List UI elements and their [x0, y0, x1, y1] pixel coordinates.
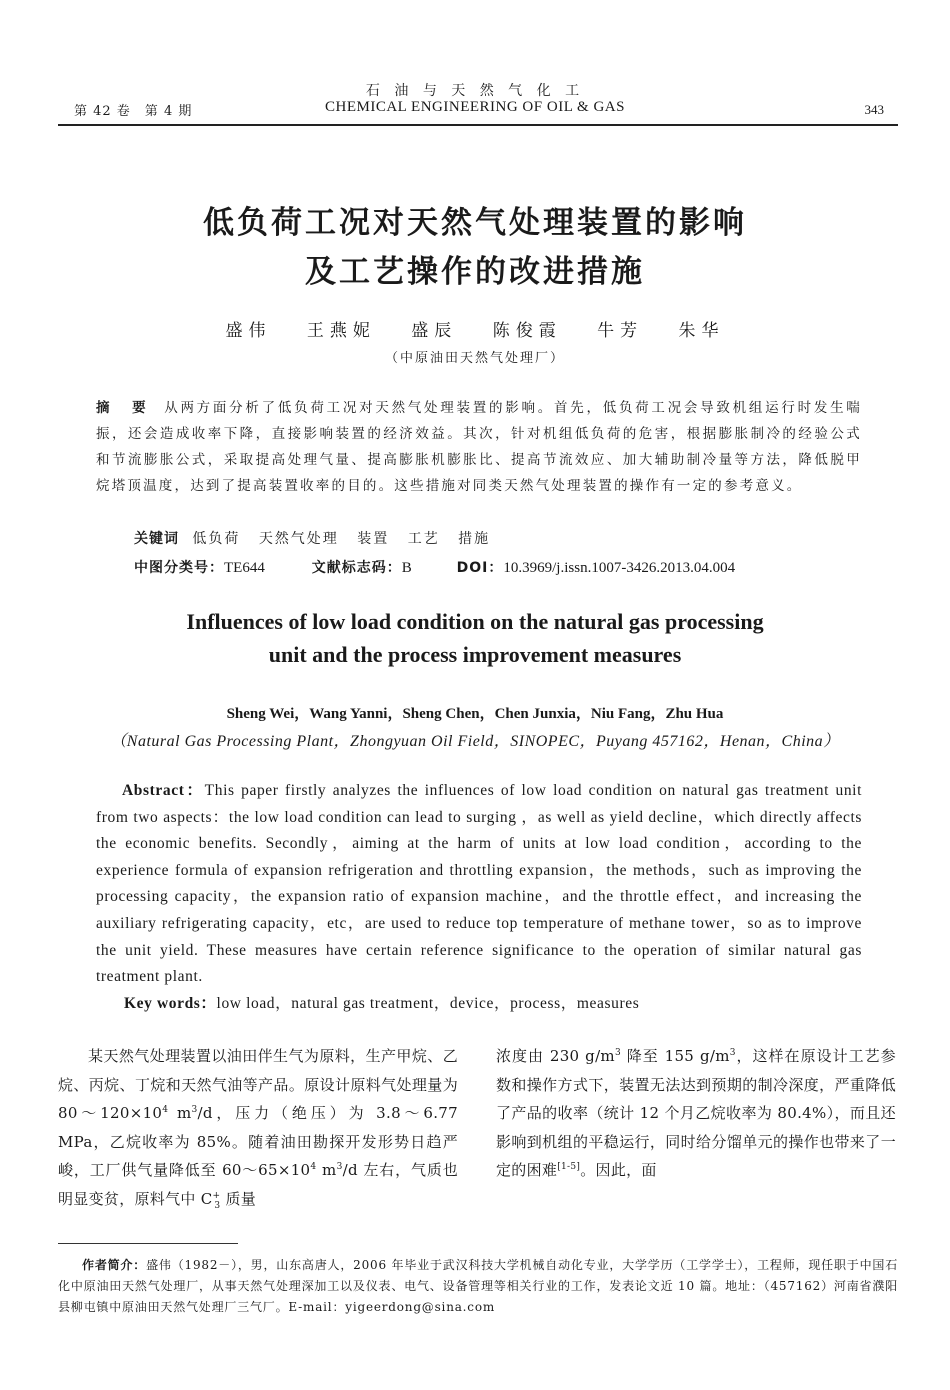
journal-name-cn: 石 油 与 天 然 气 化 工 [365, 83, 585, 99]
body-text: /d，压力（绝压）为 3.8～6.77 MPa，乙烷收率为 85%。随着油田勘探开发形势日趋严峻，工厂供气量降低至 60～65×10 [58, 1104, 458, 1179]
body-text: /d 左右，气质也明显变贫，原料气中 C [58, 1161, 458, 1208]
footnote-label: 作者简介： [82, 1258, 147, 1272]
body-column-left [58, 1042, 458, 1213]
superscript: + [212, 1190, 221, 1201]
keywords-cn [134, 528, 504, 548]
subscript: 3 [214, 1200, 221, 1211]
keywords-en [124, 991, 639, 1013]
doc-code-value: B [401, 560, 412, 576]
author-cn: 牛芳 [597, 321, 644, 341]
keyword-cn: 装置 [357, 531, 390, 547]
authors-en: Sheng Wei，Wang Yanni，Sheng Chen，Chen Junxia，Niu Fang，Zhu Hua [226, 706, 724, 722]
abstract-cn-label: 摘 要 [96, 400, 151, 416]
superscript: 3 [614, 1048, 621, 1058]
abstract-en [96, 778, 862, 991]
clc-label: 中图分类号： [134, 560, 224, 576]
classification-line [134, 557, 735, 577]
body-text: 浓度由 230 g/m [496, 1047, 615, 1065]
page-number: 343 [864, 102, 884, 117]
footnote-text: 盛伟（1982－），男，山东高唐人，2006 年毕业于武汉科技大学机械自动化专业，大学学历（工学学士），工程师，现任职于中国石化中原油田天然气处理厂，从事天然气处理深加工以及仪表、电气、设备管理等相关行业的工作，发表论文近 10 篇。地址：（457162）河南省濮阳县柳屯镇中原油田天然气处理厂三气厂。E-mail：yigeerdong@sina.com [58, 1258, 898, 1314]
superscript: 3 [729, 1048, 736, 1058]
affiliation-en: （Natural Gas Processing Plant，Zhongyuan Oil Field，SINOPEC，Puyang 457162，Henan，China） [110, 733, 840, 750]
doi-label: DOI： [456, 560, 504, 576]
keywords-en-label: Key words： [124, 995, 217, 1012]
body-text: m [168, 1104, 192, 1122]
abstract-cn-text: 从两方面分析了低负荷工况对天然气处理装置的影响。首先，低负荷工况会导致机组运行时发生喘振，还会造成收率下降，直接影响装置的经济效益。其次，针对机组低负荷的危害，根据膨胀制冷的经验公式和节流膨胀公式，采取提高处理气量、提高膨胀机膨胀比、提高节流效应、加大辅助制冷量等方法，降低脱甲烷塔顶温度，达到了提高装置收率的目的。这些措施对同类天然气处理装置的操作有一定的参考意义。 [96, 400, 863, 494]
body-text: m [316, 1161, 337, 1179]
superscript: 3 [336, 1162, 343, 1172]
body-text: ，这样在原设计工艺参数和操作方式下，装置无法达到预期的制冷深度，严重降低了产品的收率（统计 12 个月乙烷收率为 80.4%），而且还影响到机组的平稳运行，同时给分馏单元的操作也带来了一定的困难 [496, 1047, 896, 1179]
footnote-rule [58, 1243, 238, 1244]
title-en-line2: unit and the process improvement measures [268, 642, 682, 667]
keyword-cn: 天然气处理 [258, 531, 339, 547]
author-cn: 盛辰 [411, 321, 458, 341]
author-footnote [58, 1255, 898, 1318]
author-cn: 王燕妮 [306, 321, 376, 341]
keyword-cn: 低负荷 [192, 531, 241, 547]
author-cn: 朱华 [678, 321, 725, 341]
body-column-right [496, 1042, 896, 1185]
body-text: 降至 155 g/m [621, 1047, 730, 1065]
authors-cn [0, 316, 950, 341]
clc-value: TE644 [224, 560, 265, 576]
title-cn-line2: 及工艺操作的改进措施 [305, 254, 645, 290]
header-rule [58, 124, 898, 126]
body-text: 。因此，面 [580, 1161, 657, 1179]
superscript: 4 [162, 1105, 169, 1115]
body-text: 某天然气处理装置以油田伴生气为原料，生产甲烷、乙烷、丙烷、丁烷和天然气油等产品。原设计原料气处理量为 80～120×10 [58, 1047, 458, 1122]
abstract-en-text: This paper firstly analyzes the influences of low load condition on natural gas treatment unit from two aspects：the low load condition can lead to surging ，as well as yield decline，which directly affects the economic benefits. Secondly，aiming at the harm of units at low load condition，according to the experience formula of expansion refrigeration and throttling expansion，the methods，such as improving the processing capacity，the expansion ratio of expansion machine，and the throttle effect，and increasing the auxiliary refrigerating capacity，etc，are used to reduce top temperature of methane tower，so as to improve the unit yield. These measures have certain reference significance to the operation of similar natural gas treatment plant. [96, 782, 862, 986]
title-en-line1: Influences of low load condition on the natural gas processing [186, 609, 764, 634]
title-cn-line1: 低负荷工况对天然气处理装置的影响 [203, 205, 747, 241]
abstract-en-label: Abstract： [122, 782, 205, 799]
keyword-cn: 工艺 [407, 531, 440, 547]
journal-name-en: CHEMICAL ENGINEERING OF OIL & GAS [325, 99, 625, 115]
superscript: 3 [191, 1105, 198, 1115]
author-cn: 盛伟 [225, 321, 272, 341]
doc-code-label: 文献标志码： [311, 560, 402, 576]
keywords-en-text: low load，natural gas treatment，device，process，measures [216, 995, 640, 1012]
doi-value: 10.3969/j.issn.1007-3426.2013.04.004 [503, 560, 736, 576]
abstract-cn [96, 395, 862, 499]
citation-ref: [1-5] [557, 1162, 581, 1172]
affiliation-cn: （中原油田天然气处理厂） [384, 351, 565, 366]
body-text: 质量 [220, 1189, 257, 1208]
keywords-cn-label: 关键词 [134, 531, 179, 547]
superscript: 4 [310, 1162, 317, 1172]
author-cn: 陈俊霞 [492, 321, 562, 341]
keyword-cn: 措施 [458, 531, 491, 547]
volume-issue: 第 42 卷 第 4 期 [74, 104, 193, 119]
